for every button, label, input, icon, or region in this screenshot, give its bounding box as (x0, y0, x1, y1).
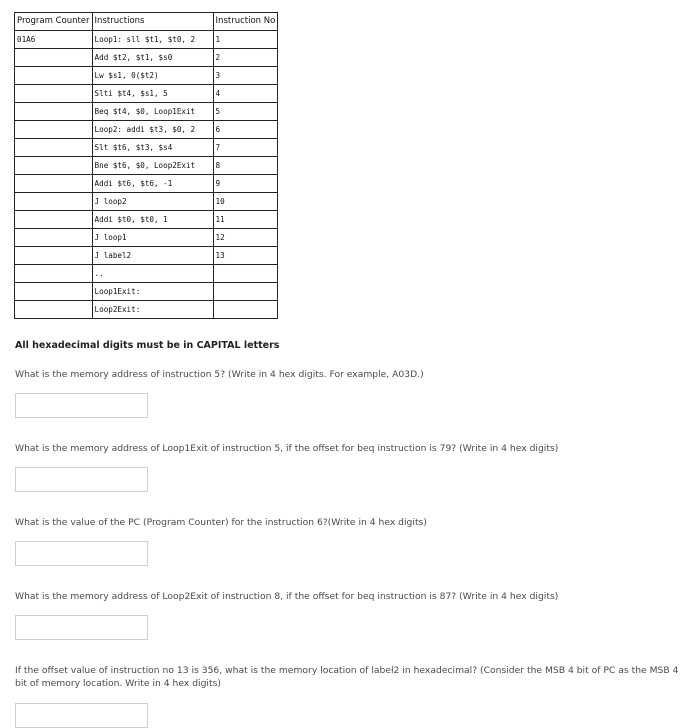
pc-cell (15, 67, 93, 85)
table-row (15, 121, 278, 139)
instruction-cell: .. (92, 265, 213, 283)
instruction-no-cell: 7 (213, 139, 278, 157)
instruction-cell: Addi $t0, $t0, 1 (92, 211, 213, 229)
table-header-row (15, 13, 278, 31)
table-row (15, 301, 278, 319)
pc-cell (15, 139, 93, 157)
instruction-no-cell: 12 (213, 229, 278, 247)
program-table (14, 12, 278, 319)
table-row (15, 157, 278, 175)
table-row (15, 265, 278, 283)
table-row (15, 103, 278, 121)
instruction-cell: Add $t2, $t1, $s0 (92, 49, 213, 67)
pc-cell (15, 121, 93, 139)
instruction-no-cell: 8 (213, 157, 278, 175)
table-row (15, 175, 278, 193)
instruction-cell: Beq $t4, $0, Loop1Exit (92, 103, 213, 121)
pc-cell (15, 193, 93, 211)
table-row (15, 31, 278, 49)
header-instructions: Instructions (92, 13, 213, 31)
instruction-no-cell: 13 (213, 247, 278, 265)
instruction-cell: J label2 (92, 247, 213, 265)
instruction-no-cell (213, 283, 278, 301)
instruction-no-cell: 5 (213, 103, 278, 121)
pc-cell (15, 103, 93, 121)
pc-cell: 01A6 (15, 31, 93, 49)
instruction-no-cell (213, 301, 278, 319)
instruction-no-cell: 11 (213, 211, 278, 229)
instruction-cell: Slt $t6, $t3, $s4 (92, 139, 213, 157)
question-3-answer-input[interactable] (15, 541, 148, 566)
pc-cell (15, 175, 93, 193)
instruction-no-cell: 3 (213, 67, 278, 85)
pc-cell (15, 283, 93, 301)
pc-cell (15, 157, 93, 175)
table-row (15, 67, 278, 85)
pc-cell (15, 247, 93, 265)
table-row (15, 211, 278, 229)
table-row (15, 193, 278, 211)
table-row (15, 247, 278, 265)
hex-capital-note: All hexadecimal digits must be in CAPITAL letters (15, 340, 280, 351)
question-4-text: What is the memory address of Loop2Exit of instruction 8, if the offset for beq instruction is 87? (Write in 4 hex digits) (15, 591, 559, 602)
pc-cell (15, 301, 93, 319)
pc-cell (15, 49, 93, 67)
instruction-cell: J loop2 (92, 193, 213, 211)
instruction-cell: Addi $t6, $t6, -1 (92, 175, 213, 193)
instruction-no-cell: 1 (213, 31, 278, 49)
instruction-cell: J loop1 (92, 229, 213, 247)
pc-cell (15, 265, 93, 283)
pc-cell (15, 211, 93, 229)
instruction-no-cell: 10 (213, 193, 278, 211)
question-2-answer-input[interactable] (15, 467, 148, 492)
instruction-cell: Loop1: sll $t1, $t0, 2 (92, 31, 213, 49)
instruction-no-cell: 2 (213, 49, 278, 67)
instruction-cell: Lw $s1, 0($t2) (92, 67, 213, 85)
table-row (15, 85, 278, 103)
question-3-text: What is the value of the PC (Program Counter) for the instruction 6?(Write in 4 hex digits) (15, 517, 427, 528)
instruction-cell: Loop2Exit: (92, 301, 213, 319)
instruction-no-cell: 4 (213, 85, 278, 103)
instruction-cell: Slti $t4, $s1, 5 (92, 85, 213, 103)
table-row (15, 49, 278, 67)
header-program-counter: Program Counter (15, 13, 93, 31)
instruction-no-cell: 9 (213, 175, 278, 193)
table-row (15, 283, 278, 301)
instruction-no-cell: 6 (213, 121, 278, 139)
instruction-no-cell (213, 265, 278, 283)
instruction-cell: Bne $t6, $0, Loop2Exit (92, 157, 213, 175)
pc-cell (15, 229, 93, 247)
question-1-answer-input[interactable] (15, 393, 148, 418)
question-5-text: If the offset value of instruction no 13 is 356, what is the memory location of label2 in hexadecimal? (Consider the MSB 4 bit of PC as the MSB 4 bit of memory location. Write in 4 hex digits) (15, 665, 679, 689)
question-4-answer-input[interactable] (15, 615, 148, 640)
instruction-cell: Loop2: addi $t3, $0, 2 (92, 121, 213, 139)
question-5-answer-input[interactable] (15, 703, 148, 728)
question-2-text: What is the memory address of Loop1Exit of instruction 5, if the offset for beq instruction is 79? (Write in 4 hex digits) (15, 443, 559, 454)
question-1-text: What is the memory address of instruction 5? (Write in 4 hex digits. For example, A03D.) (15, 369, 424, 380)
header-instruction-no: Instruction No (213, 13, 278, 31)
instruction-cell: Loop1Exit: (92, 283, 213, 301)
table-row (15, 229, 278, 247)
table-row (15, 139, 278, 157)
pc-cell (15, 85, 93, 103)
